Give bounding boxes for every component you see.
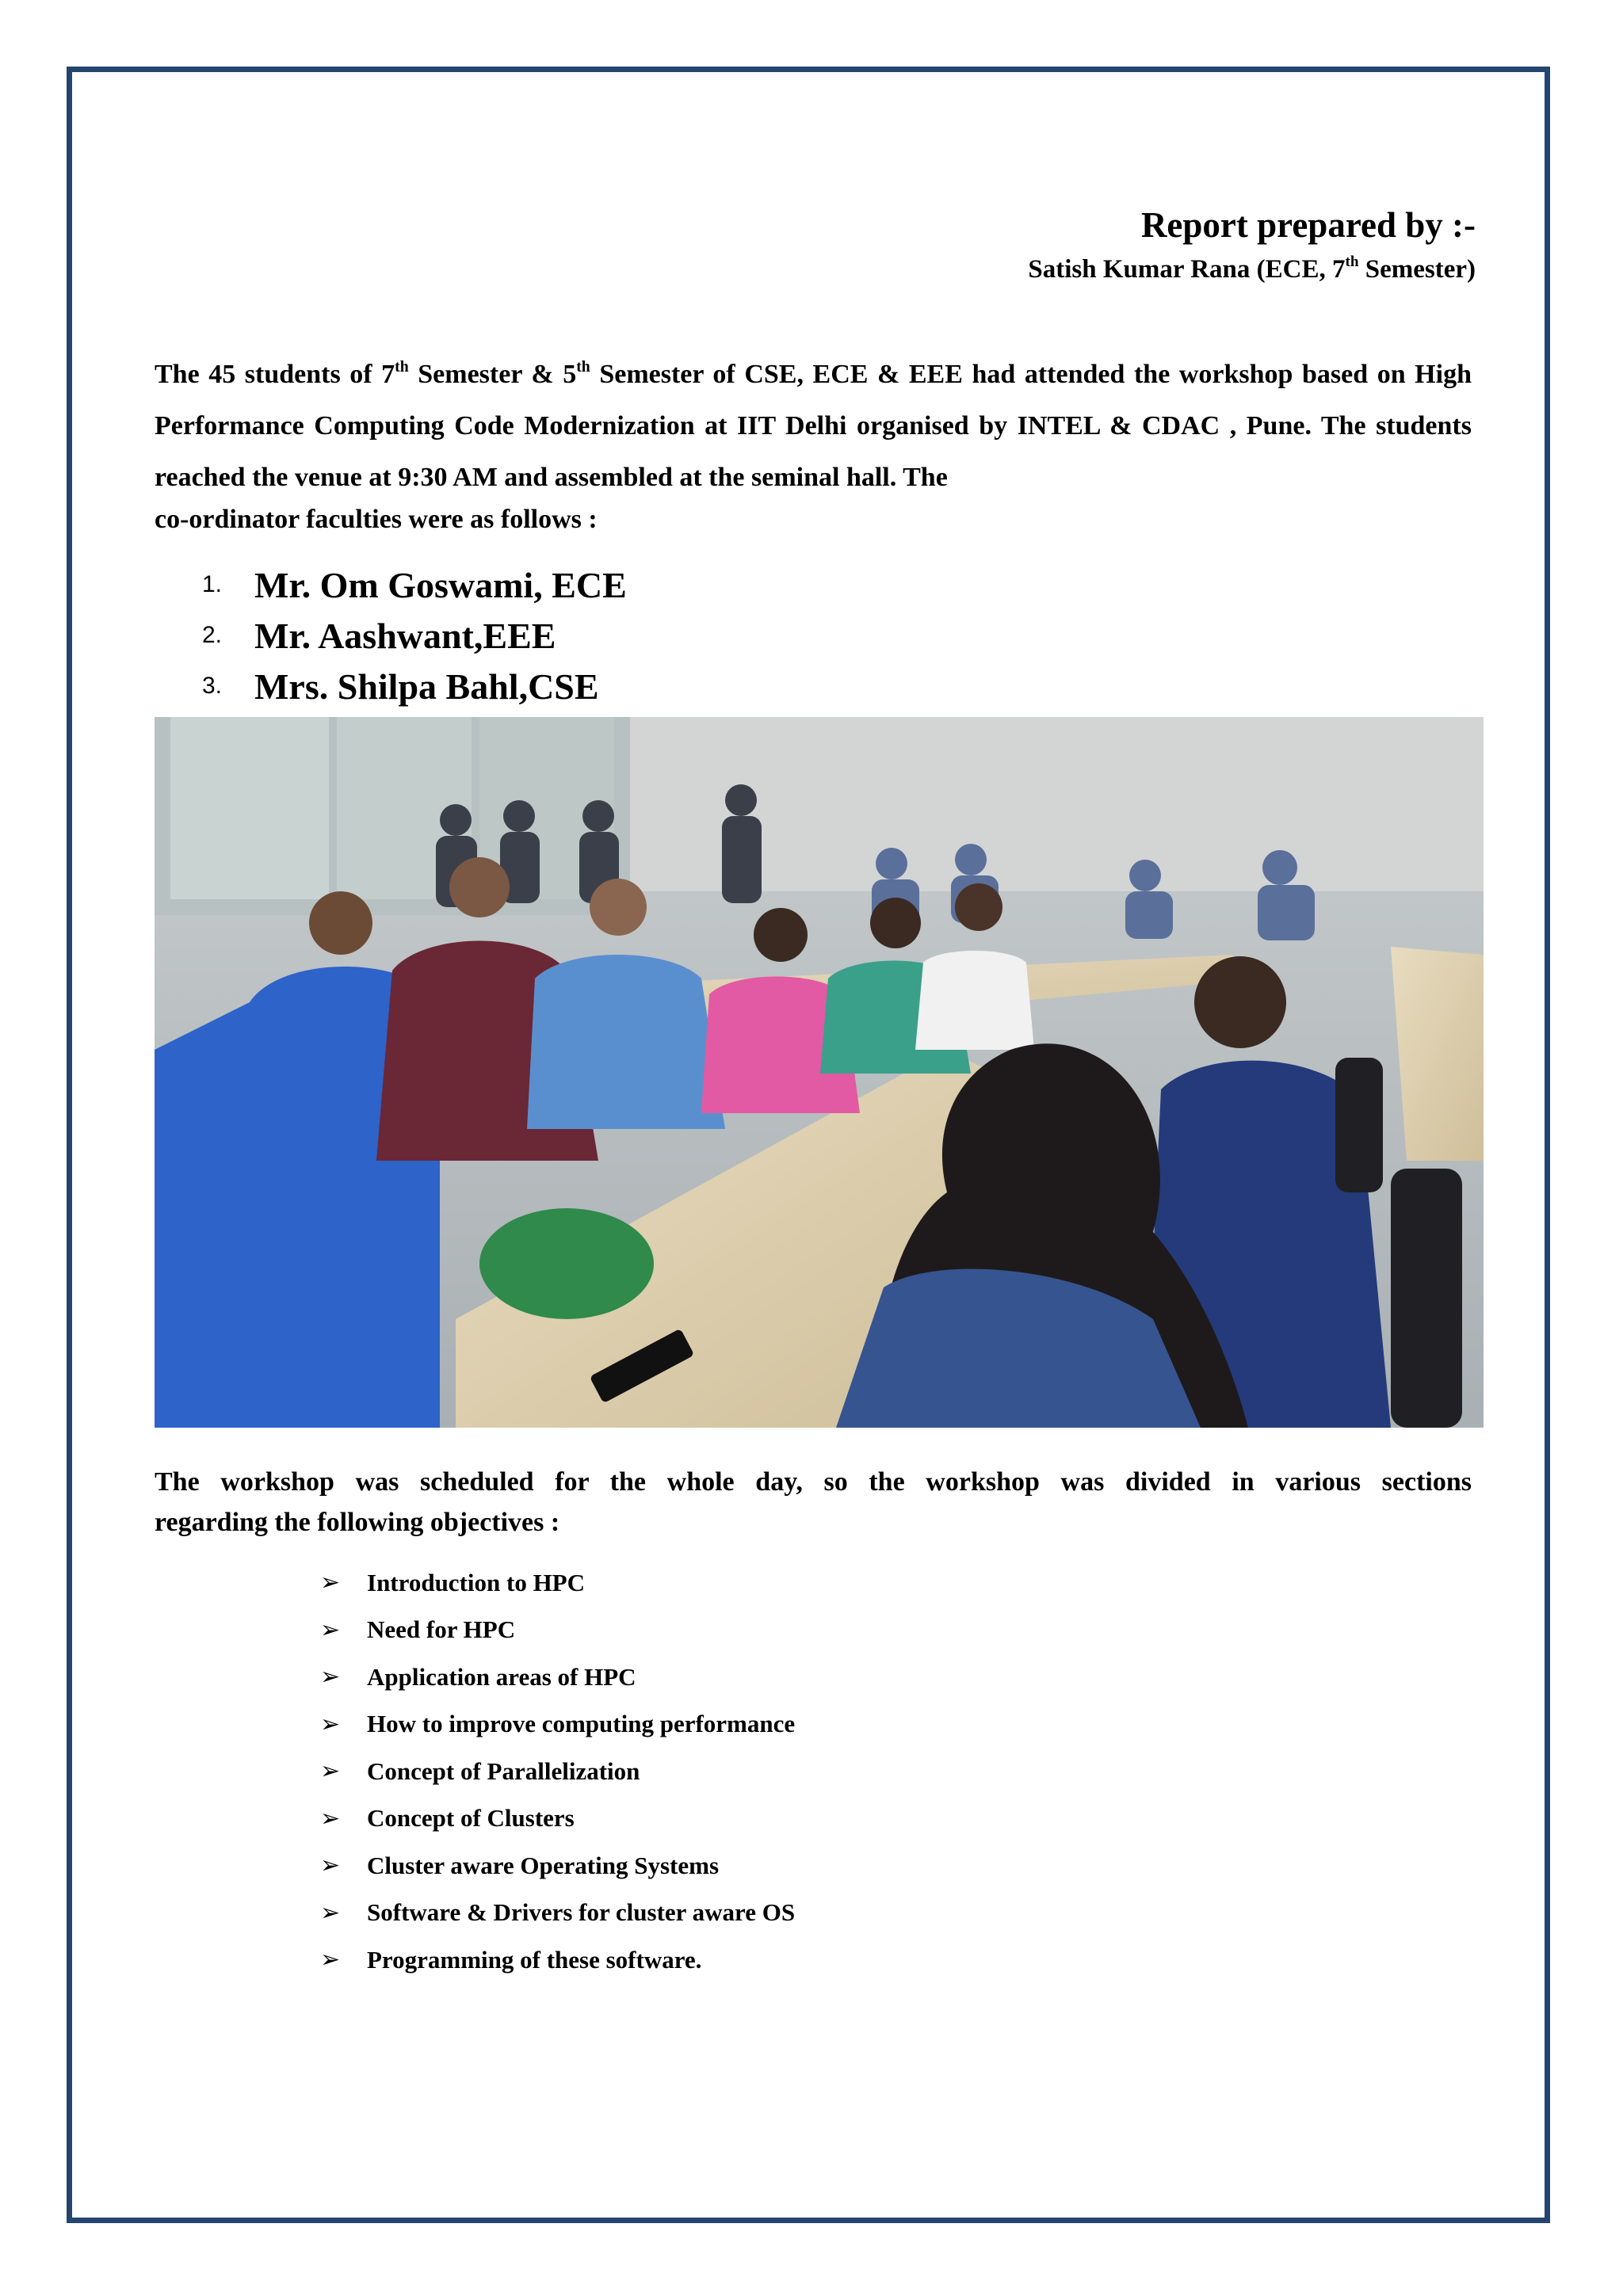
faculty-number: 1. bbox=[202, 571, 223, 597]
report-title: Report prepared by :- bbox=[1140, 205, 1476, 245]
arrow-bullet-icon: ➢ bbox=[320, 1615, 341, 1644]
arrow-bullet-icon: ➢ bbox=[320, 1804, 341, 1833]
faculty-name: Mr. Aashwant,EEE bbox=[254, 615, 556, 656]
arrow-bullet-icon: ➢ bbox=[320, 1569, 341, 1597]
report-author: Satish Kumar Rana (ECE, 7th Semester) bbox=[1028, 254, 1476, 284]
objectives-list bbox=[320, 1559, 795, 1984]
objective-item: ➢ Concept of Clusters bbox=[320, 1804, 575, 1833]
arrow-bullet-icon: ➢ bbox=[320, 1757, 341, 1786]
objective-item: ➢ Introduction to HPC bbox=[320, 1568, 586, 1597]
objective-item: ➢ Application areas of HPC bbox=[320, 1662, 636, 1691]
objective-item: ➢ How to improve computing performance bbox=[320, 1710, 796, 1738]
arrow-bullet-icon: ➢ bbox=[320, 1663, 341, 1691]
faculty-item bbox=[202, 610, 627, 661]
faculty-list bbox=[202, 559, 627, 711]
arrow-bullet-icon: ➢ bbox=[320, 1710, 341, 1738]
faculty-name: Mr. Om Goswami, ECE bbox=[254, 564, 627, 605]
arrow-bullet-icon: ➢ bbox=[320, 1946, 341, 1974]
faculty-item bbox=[202, 559, 627, 610]
faculty-number: 3. bbox=[202, 673, 223, 699]
faculty-number: 2. bbox=[202, 622, 223, 648]
arrow-bullet-icon: ➢ bbox=[320, 1898, 341, 1927]
workshop-photo bbox=[155, 717, 1484, 1428]
intro-last-line: co-ordinator faculties were as follows : bbox=[155, 505, 598, 534]
arrow-bullet-icon: ➢ bbox=[320, 1852, 341, 1880]
objective-item: ➢ Software & Drivers for cluster aware OS bbox=[320, 1898, 796, 1927]
faculty-item bbox=[202, 661, 627, 711]
objective-item: ➢ Concept of Parallelization bbox=[320, 1756, 640, 1786]
objective-item: ➢ Programming of these software. bbox=[320, 1945, 702, 1974]
objectives-intro-line: The workshop was scheduled for the whole day, so the workshop was divided in various sections bbox=[155, 1467, 1472, 1497]
objective-item: ➢ Cluster aware Operating Systems bbox=[320, 1851, 720, 1880]
objectives-intro-line2: regarding the following objectives : bbox=[155, 1508, 560, 1537]
objective-item: ➢ Need for HPC bbox=[320, 1615, 516, 1644]
faculty-name: Mrs. Shilpa Bahl,CSE bbox=[254, 666, 599, 707]
intro-paragraph: The 45 students of 7th Semester & 5th Semester of CSE, ECE & EEE had attended the workshop based on High Performance Computing Code Modernization at IIT Delhi organised by INTEL & CDAC , Pune. The students reached the venue at 9:30 AM and assembled at the seminal hall. The bbox=[155, 357, 1472, 492]
